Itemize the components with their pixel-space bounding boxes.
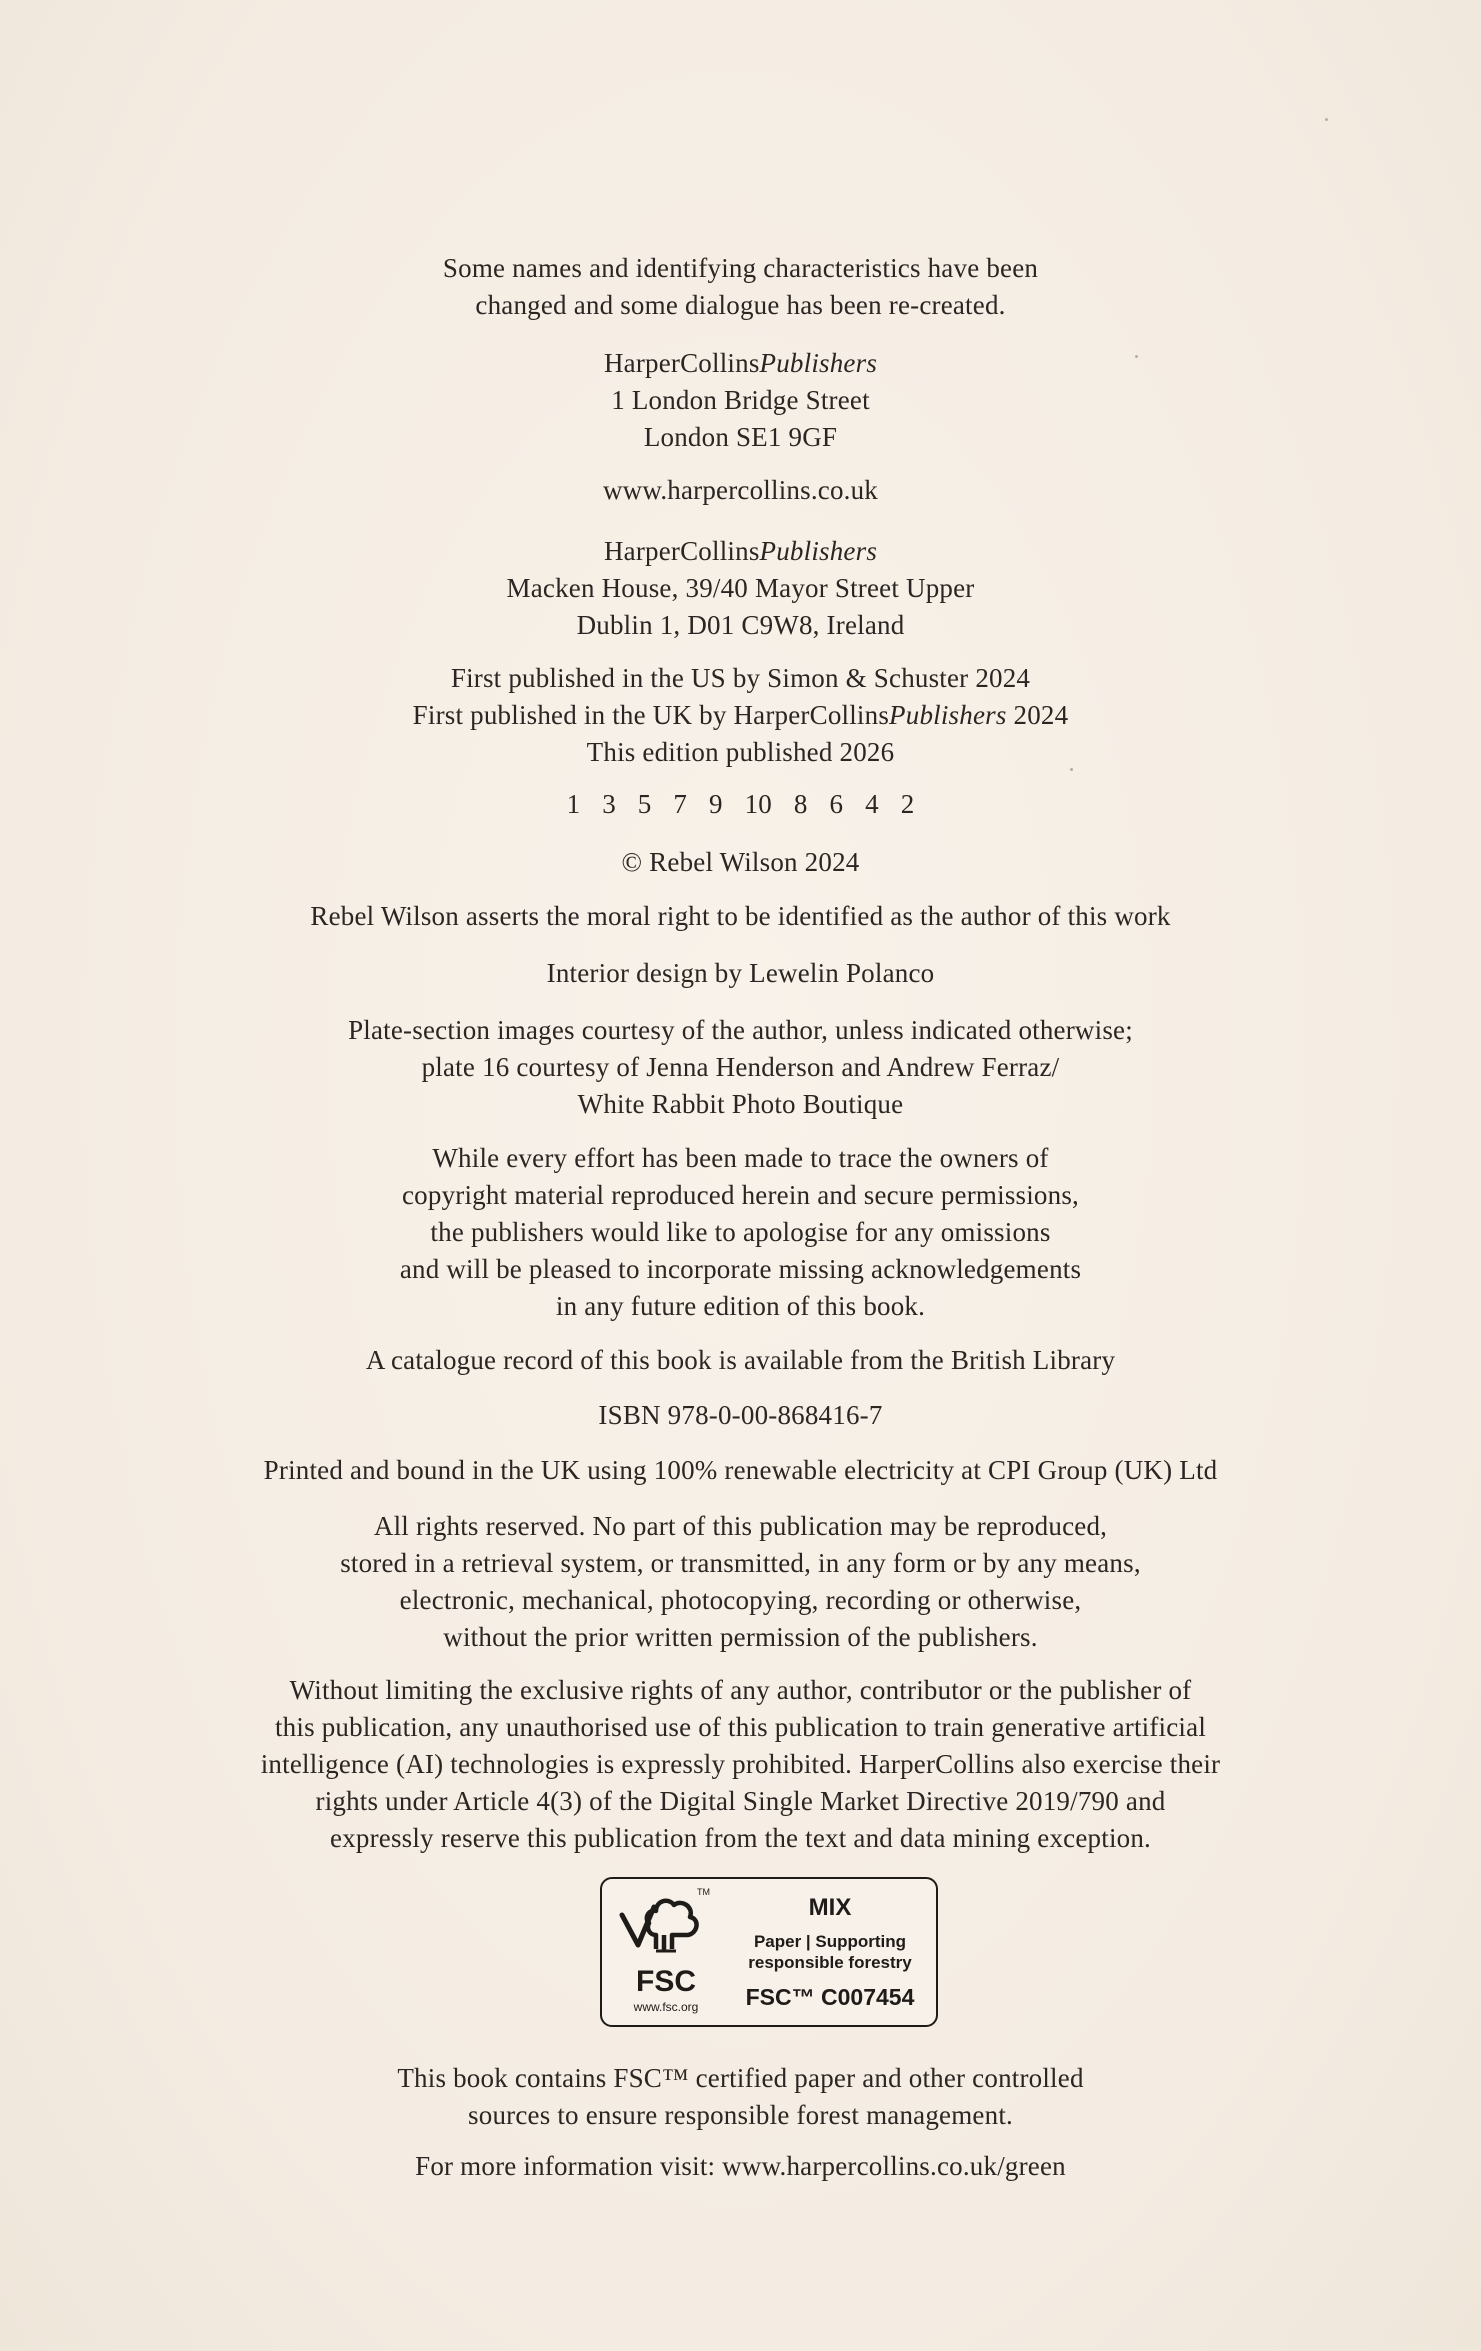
printing-numbers: 1 3 5 7 9 10 8 6 4 2 <box>566 789 915 819</box>
ai-notice-line: Without limiting the exclusive rights of any author, contributor or the publisher of <box>289 1675 1192 1705</box>
rights-reserved <box>0 1508 1481 1656</box>
ai-notice-line: rights under Article 4(3) of the Digital Single Market Directive 2019/790 and <box>315 1786 1166 1816</box>
disclaimer <box>0 250 1481 324</box>
permissions-line: While every effort has been made to trace the owners of <box>432 1143 1049 1173</box>
address-line: London SE1 9GF <box>643 422 838 452</box>
history-line: First published in the US by Simon & Schuster 2024 <box>450 663 1031 693</box>
ai-notice <box>0 1672 1481 1857</box>
disclaimer-line: changed and some dialogue has been re-created. <box>475 290 1006 320</box>
address-line: 1 London Bridge Street <box>611 385 870 415</box>
printing-line <box>0 786 1481 823</box>
credit-line: plate 16 courtesy of Jenna Henderson and Andrew Ferraz/ <box>421 1052 1060 1082</box>
permissions-line: copyright material reproduced herein and secure permissions, <box>401 1180 1079 1210</box>
website-text: www.harpercollins.co.uk <box>602 475 879 505</box>
rights-line: electronic, mechanical, photocopying, recording or otherwise, <box>399 1585 1082 1615</box>
publisher-ie-address <box>0 533 1481 644</box>
printer-text: Printed and bound in the UK using 100% renewable electricity at CPI Group (UK) Ltd <box>263 1455 1218 1485</box>
fsc-logo-text: FSC <box>636 1965 696 1998</box>
permissions-line: and will be pleased to incorporate missing acknowledgements <box>399 1254 1082 1284</box>
permissions-notice <box>0 1140 1481 1325</box>
plate-credits <box>0 1012 1481 1123</box>
copyright-notice <box>0 844 1481 881</box>
fsc-label <box>600 1877 938 2027</box>
history-line: First published in the UK by HarperCollinsPublishers 2024 <box>412 700 1069 730</box>
rights-line: stored in a retrieval system, or transmitted, in any form or by any means, <box>340 1548 1141 1578</box>
isbn-text: ISBN 978-0-00-868416-7 <box>598 1400 883 1430</box>
copyright-text: © Rebel Wilson 2024 <box>621 847 860 877</box>
interior-design <box>0 955 1481 992</box>
interior-design-text: Interior design by Lewelin Polanco <box>546 958 935 988</box>
paper-speck <box>1070 768 1073 771</box>
fsc-desc-line: Paper | Supporting <box>753 1932 907 1951</box>
fsc-statement-line: sources to ensure responsible forest management. <box>468 2100 1013 2130</box>
permissions-line: in any future edition of this book. <box>555 1291 926 1321</box>
credit-line: White Rabbit Photo Boutique <box>577 1089 904 1119</box>
fsc-url: www.fsc.org <box>633 2000 699 2014</box>
fsc-statement <box>0 2060 1481 2134</box>
more-info-text: For more information visit: www.harpercollins.co.uk/green <box>415 2151 1066 2181</box>
publisher-website <box>0 472 1481 509</box>
disclaimer-line: Some names and identifying characteristics have been <box>442 253 1039 283</box>
moral-right-text: Rebel Wilson asserts the moral right to be identified as the author of this work <box>310 901 1171 931</box>
isbn <box>0 1397 1481 1434</box>
more-info <box>0 2148 1481 2185</box>
ai-notice-line: intelligence (AI) technologies is expressly prohibited. HarperCollins also exercise their <box>260 1749 1221 1779</box>
publisher-uk-address <box>0 345 1481 456</box>
publisher-name: HarperCollinsPublishers <box>603 536 878 566</box>
ai-notice-line: expressly reserve this publication from the text and data mining exception. <box>329 1823 1152 1853</box>
catalogue-record <box>0 1342 1481 1379</box>
fsc-description <box>730 1931 930 1973</box>
paper-speck <box>1135 355 1138 358</box>
moral-right <box>0 898 1481 935</box>
fsc-label-text <box>730 1893 930 2011</box>
address-line: Macken House, 39/40 Mayor Street Upper <box>506 573 975 603</box>
publication-history <box>0 660 1481 771</box>
fsc-desc-line: responsible forestry <box>748 1953 912 1972</box>
catalogue-text: A catalogue record of this book is available from the British Library <box>365 1345 1116 1375</box>
history-line: This edition published 2026 <box>586 737 895 767</box>
ai-notice-line: this publication, any unauthorised use of this publication to train generative artificial <box>274 1712 1207 1742</box>
credit-line: Plate-section images courtesy of the author, unless indicated otherwise; <box>348 1015 1133 1045</box>
permissions-line: the publishers would like to apologise for any omissions <box>430 1217 1051 1247</box>
rights-line: All rights reserved. No part of this publication may be reproduced, <box>373 1511 1108 1541</box>
printer-info <box>0 1452 1481 1489</box>
fsc-mix: MIX <box>808 1894 852 1921</box>
paper-speck <box>1325 118 1328 121</box>
fsc-code: FSC™ C007454 <box>745 1984 915 2010</box>
publisher-name: HarperCollinsPublishers <box>603 348 878 378</box>
address-line: Dublin 1, D01 C9W8, Ireland <box>576 610 905 640</box>
fsc-trademark: TM <box>697 1887 710 1897</box>
fsc-statement-line: This book contains FSC™ certified paper and other controlled <box>397 2063 1084 2093</box>
rights-line: without the prior written permission of the publishers. <box>443 1622 1038 1652</box>
